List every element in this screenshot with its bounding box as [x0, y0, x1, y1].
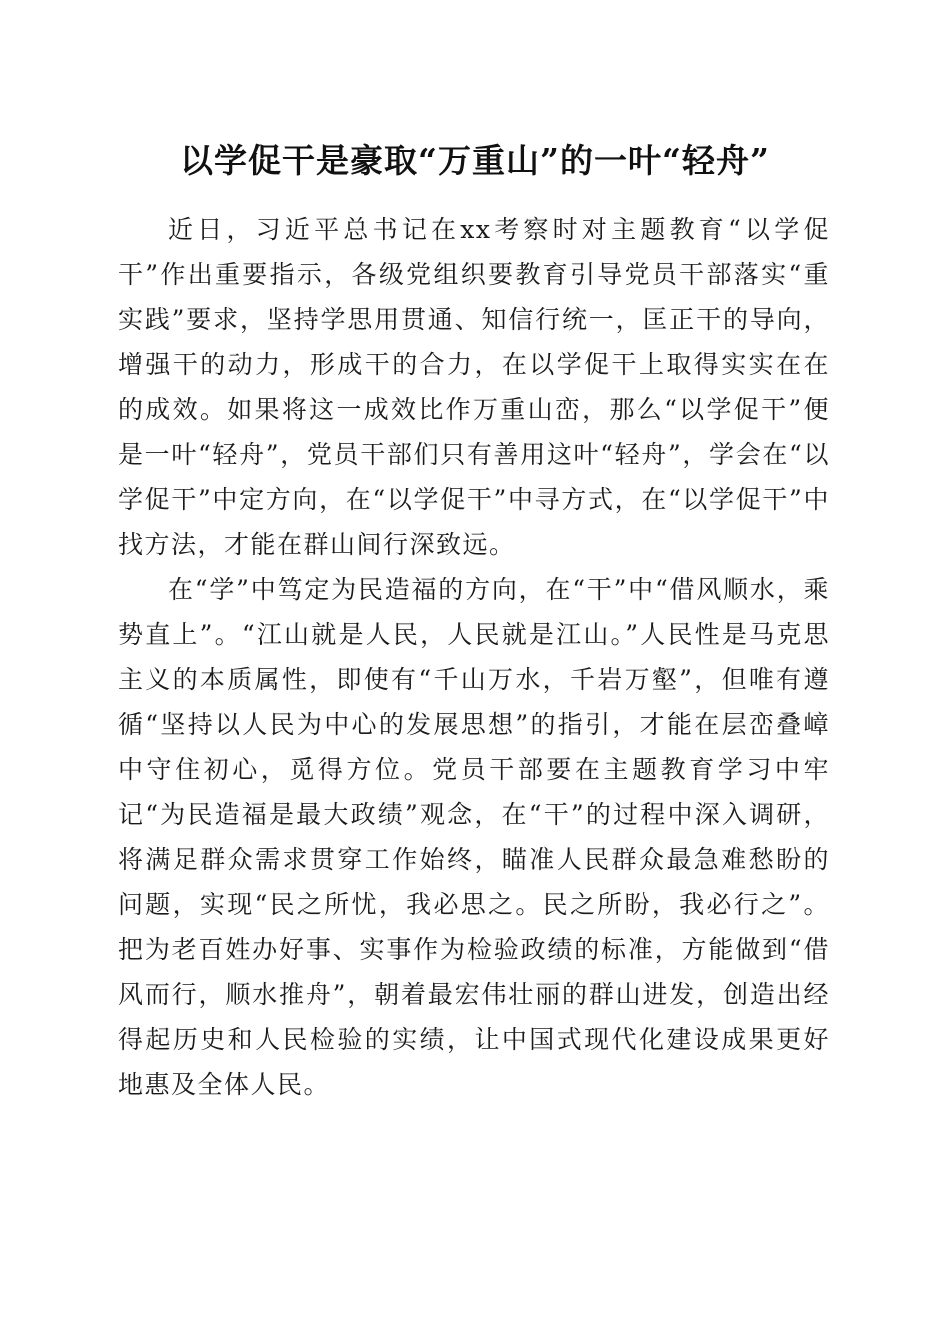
article-body	[118, 207, 830, 1107]
paragraph-1: 近日，习近平总书记在xx考察时对主题教育“以学促干”作出重要指示，各级党组织要教育引导党员干部落实“重实践”要求，坚持学思用贯通、知信行统一，匡正干的导向，增强干的动力，形成干的合力，在以学促干上取得实实在在的成效。如果将这一成效比作万重山峦，那么“以学促干”便是一叶“轻舟”，党员干部们只有善用这叶“轻舟”，学会在“以学促干”中定方向，在“以学促干”中寻方式，在“以学促干”中找方法，才能在群山间行深致远。	[118, 215, 830, 559]
article-title: 以学促干是豪取“万重山”的一叶“轻舟”	[180, 141, 770, 180]
paragraph-2: 在“学”中笃定为民造福的方向，在“干”中“借风顺水，乘势直上”。“江山就是人民，人民就是江山。”人民性是马克思主义的本质属性，即使有“千山万水，千岩万壑”，但唯有遵循“坚持以人民为中心的发展思想”的指引，才能在层峦叠嶂中守住初心，觅得方位。党员干部要在主题教育学习中牢记“为民造福是最大政绩”观念，在“干”的过程中深入调研，将满足群众需求贯穿工作始终，瞄准人民群众最急难愁盼的问题，实现“民之所忧，我必思之。民之所盼，我必行之”。把为老百姓办好事、实事作为检验政绩的标准，方能做到“借风而行，顺水推舟”，朝着最宏伟壮丽的群山进发，创造出经得起历史和人民检验的实绩，让中国式现代化建设成果更好地惠及全体人民。	[118, 575, 830, 1099]
